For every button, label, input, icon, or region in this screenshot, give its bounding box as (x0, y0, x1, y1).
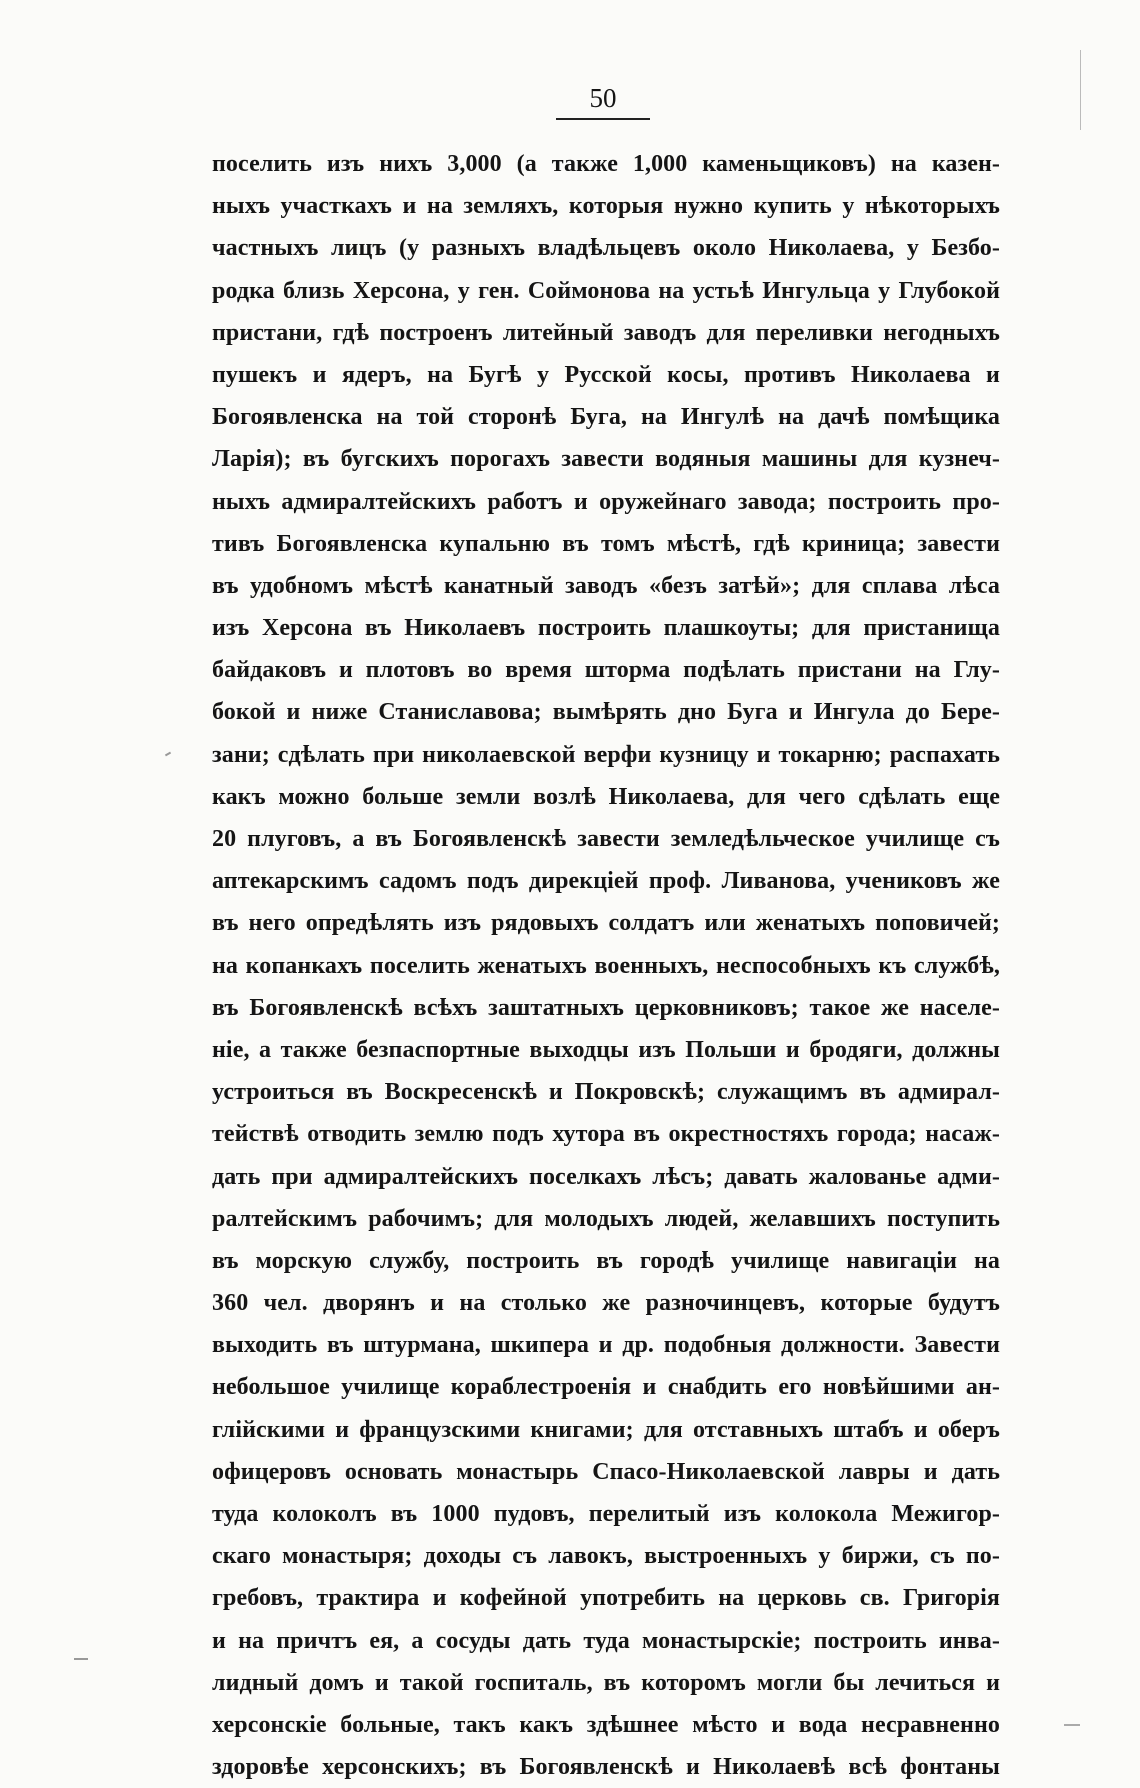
text-line: пристани, гдѣ построенъ литейный заводъ для переливки негодныхъ (212, 319, 1000, 346)
text-line: пушекъ и ядеръ, на Бугѣ у Русской косы, противъ Николаева и (212, 361, 1000, 388)
text-line: ныхъ участкахъ и на земляхъ, которыя нужно купить у нѣкоторыхъ (212, 193, 1000, 220)
text-line: на копанкахъ поселить женатыхъ военныхъ, неспособныхъ къ службѣ, (212, 952, 1000, 979)
page-number: 50 (556, 82, 650, 120)
text-line: устроиться въ Воскресенскѣ и Покровскѣ; служащимъ въ адмирал- (212, 1079, 1000, 1106)
text-line: офицеровъ основать монастырь Спасо-Николаевской лавры и дать (212, 1458, 1000, 1485)
text-line: и на причтъ ея, а сосуды дать туда монастырскіе; построить инва- (212, 1627, 1000, 1654)
text-line: лидный домъ и такой госпиталь, въ которомъ могли бы лечиться и (212, 1669, 1000, 1696)
text-line: 20 плуговъ, а въ Богоявленскѣ завести земледѣльческое училище съ (212, 826, 1000, 852)
text-line: здоровѣе херсонскихъ; въ Богоявленскѣ и Николаевѣ всѣ фонтаны (212, 1754, 1000, 1781)
text-line: бокой и ниже Станиславова; вымѣрять дно Буга и Ингула до Бере- (212, 699, 1000, 726)
text-line: какъ можно больше земли возлѣ Николаева, для чего сдѣлать еще (212, 783, 1000, 810)
text-line: глійскими и французскими книгами; для отставныхъ штабъ и оберъ (212, 1416, 1000, 1443)
body-text (212, 143, 1000, 1788)
margin-mark (165, 752, 171, 757)
text-line: въ морскую службу, построить въ городѣ училище навигаціи на (212, 1247, 1000, 1274)
text-line: частныхъ лицъ (у разныхъ владѣльцевъ около Николаева, у Безбо- (212, 235, 1000, 262)
scan-margin-line (1080, 50, 1081, 130)
text-line: байдаковъ и плотовъ во время шторма подѣлать пристани на Глу- (212, 657, 1000, 684)
text-line: въ Богоявленскѣ всѣхъ заштатныхъ церковниковъ; такое же населе- (212, 994, 1000, 1021)
text-line: ныхъ адмиралтейскихъ работъ и оружейнаго завода; построить про- (212, 488, 1000, 515)
text-line: 360 чел. дворянъ и на столько же разночинцевъ, которые будутъ (212, 1290, 1000, 1317)
text-line: Ларія); въ бугскихъ порогахъ завести водяныя машины для кузнеч- (212, 446, 1000, 473)
text-line: въ удобномъ мѣстѣ канатный заводъ «безъ затѣй»; для сплава лѣса (212, 572, 1000, 599)
text-line: туда колоколъ въ 1000 пудовъ, перелитый изъ колокола Межигор- (212, 1501, 1000, 1527)
text-line: ралтейскимъ рабочимъ; для молодыхъ людей, желавшихъ поступить (212, 1205, 1000, 1232)
text-line: небольшое училище кораблестроенія и снабдить его новѣйшими ан- (212, 1374, 1000, 1401)
scan-corner-mark (1064, 1724, 1080, 1726)
text-line: въ него опредѣлять изъ рядовыхъ солдатъ или женатыхъ поповичей; (212, 910, 1000, 937)
text-line: выходить въ штурмана, шкипера и др. подобныя должности. Завести (212, 1332, 1000, 1359)
text-line: аптекарскимъ садомъ подъ дирекціей проф. Ливанова, учениковъ же (212, 868, 1000, 895)
text-line: дать при адмиралтейскихъ поселкахъ лѣсъ; давать жалованье адми- (212, 1163, 1000, 1190)
text-line: тействѣ отводить землю подъ хутора въ окрестностяхъ города; насаж- (212, 1121, 1000, 1148)
text-line: ніе, а также безпаспортные выходцы изъ Польши и бродяги, должны (212, 1036, 1000, 1063)
text-line: скаго монастыря; доходы съ лавокъ, выстроенныхъ у биржи, съ по- (212, 1543, 1000, 1570)
text-line: тивъ Богоявленска купальню въ томъ мѣстѣ, гдѣ криница; завести (212, 530, 1000, 557)
text-line: зани; сдѣлать при николаевской верфи кузницу и токарню; распахать (212, 741, 1000, 768)
text-line: гребовъ, трактира и кофейной употребить на церковь св. Григорія (212, 1585, 1000, 1612)
scan-dash-mark (74, 1658, 88, 1660)
text-line: херсонскіе больные, такъ какъ здѣшнее мѣсто и вода несравненно (212, 1711, 1000, 1738)
text-line: изъ Херсона въ Николаевъ построить плашкоуты; для пристанища (212, 615, 1000, 642)
text-line: поселить изъ нихъ 3,000 (а также 1,000 каменьщиковъ) на казен- (212, 151, 1000, 177)
text-line: родка близь Херсона, у ген. Соймонова на устьѣ Ингульца у Глубокой (212, 277, 1000, 304)
text-line: Богоявленска на той сторонѣ Буга, на Ингулѣ на дачѣ помѣщика (212, 404, 1000, 431)
